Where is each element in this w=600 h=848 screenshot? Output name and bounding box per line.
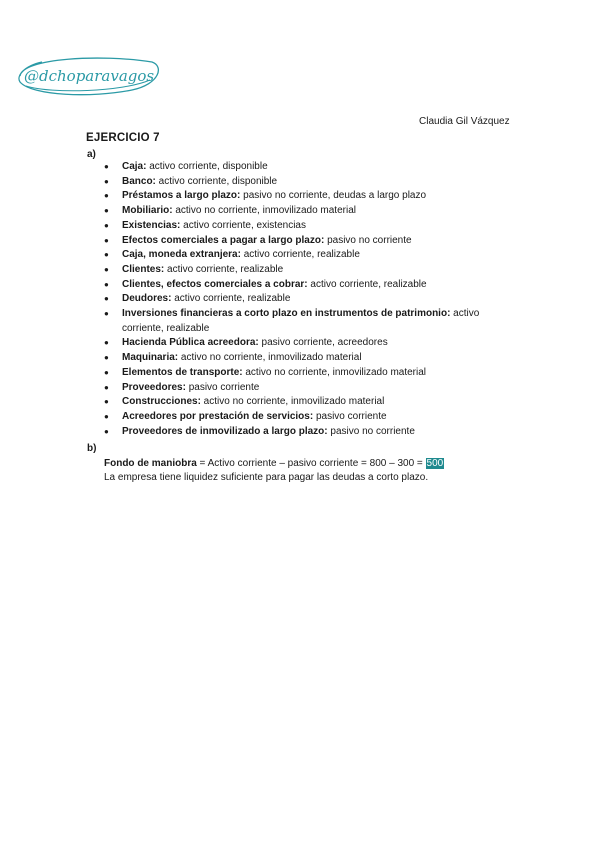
item-term: Acreedores por prestación de servicios: bbox=[122, 410, 314, 422]
item-description: pasivo no corriente, deudas a largo plazo bbox=[240, 190, 427, 202]
item-description: pasivo no corriente bbox=[324, 234, 412, 246]
item-term: Deudores: bbox=[122, 293, 172, 305]
item-description: activo corriente, disponible bbox=[146, 161, 268, 172]
item-term: Elementos de transporte: bbox=[122, 366, 243, 378]
item-term: Préstamos a largo plazo: bbox=[122, 190, 241, 202]
list-item bbox=[104, 175, 504, 190]
list-item bbox=[104, 307, 504, 336]
fondo-de-maniobra-line bbox=[104, 458, 444, 469]
page-title: EJERCICIO 7 bbox=[86, 132, 160, 144]
item-description: activo corriente, disponible bbox=[155, 175, 278, 187]
list-item bbox=[104, 278, 504, 293]
list-item bbox=[104, 292, 504, 307]
section-b-label: b) bbox=[87, 443, 97, 454]
item-description: pasivo corriente, acreedores bbox=[258, 337, 388, 349]
item-description: activo corriente, existencias bbox=[180, 219, 306, 231]
bullet-icon: ● bbox=[104, 294, 109, 304]
fondo-result-highlight: 500 bbox=[426, 458, 444, 469]
bullet-icon: ● bbox=[104, 338, 109, 348]
bullet-icon: ● bbox=[104, 367, 109, 377]
item-term: Clientes, efectos comerciales a cobrar: bbox=[122, 278, 308, 290]
item-term: Construcciones: bbox=[122, 396, 201, 408]
bullet-icon: ● bbox=[104, 264, 109, 274]
item-term: Existencias: bbox=[122, 219, 181, 231]
list-item bbox=[104, 395, 504, 410]
section-a-label: a) bbox=[87, 149, 96, 160]
item-description: activo no corriente, inmovilizado material bbox=[172, 205, 356, 217]
bullet-icon: ● bbox=[104, 176, 109, 186]
bullet-icon: ● bbox=[104, 162, 109, 171]
item-description: activo no corriente, inmovilizado material bbox=[200, 396, 385, 408]
item-term: Mobiliario: bbox=[122, 205, 173, 217]
bullet-icon: ● bbox=[104, 235, 109, 245]
list-item bbox=[104, 381, 504, 396]
item-description: activo corriente, realizable bbox=[240, 249, 360, 261]
item-term: Hacienda Pública acreedora: bbox=[122, 337, 259, 349]
list-item bbox=[104, 351, 504, 366]
bullet-icon: ● bbox=[104, 382, 109, 392]
item-description: activo no corriente, inmovilizado material bbox=[242, 366, 427, 378]
bullet-icon: ● bbox=[104, 411, 109, 421]
item-description: pasivo no corriente bbox=[327, 425, 415, 437]
bullet-icon: ● bbox=[104, 353, 109, 363]
item-description: activo corriente, realizable bbox=[122, 308, 480, 334]
list-item bbox=[104, 336, 504, 351]
list-item bbox=[104, 425, 504, 440]
logo-graphic bbox=[12, 50, 162, 100]
bullet-icon: ● bbox=[104, 191, 109, 201]
item-term: Efectos comerciales a pagar a largo plazo: bbox=[122, 234, 325, 246]
item-description: activo corriente, realizable bbox=[171, 293, 291, 305]
item-description: activo no corriente, inmovilizado material bbox=[178, 352, 362, 364]
bullet-icon: ● bbox=[104, 220, 109, 230]
item-term: Caja, moneda extranjera: bbox=[122, 249, 241, 261]
bullet-icon: ● bbox=[104, 250, 109, 260]
list-item bbox=[104, 248, 504, 263]
list-item bbox=[104, 219, 504, 234]
author-name: Claudia Gil Vázquez bbox=[419, 116, 510, 127]
list-item bbox=[104, 263, 504, 278]
account-list bbox=[104, 160, 504, 439]
list-item bbox=[104, 234, 504, 249]
item-term: Proveedores de inmovilizado a largo plazo: bbox=[122, 425, 328, 437]
item-description: pasivo corriente bbox=[185, 381, 260, 393]
bullet-icon: ● bbox=[104, 279, 109, 289]
bullet-icon: ● bbox=[104, 206, 109, 216]
item-term: Inversiones financieras a corto plazo en instrumentos de patrimonio: bbox=[122, 308, 451, 320]
item-description: pasivo corriente bbox=[313, 410, 387, 422]
list-item bbox=[104, 160, 504, 175]
list-item bbox=[104, 366, 504, 381]
fondo-term: Fondo de maniobra bbox=[104, 458, 197, 469]
list-item bbox=[104, 189, 504, 204]
bullet-icon: ● bbox=[104, 397, 109, 407]
list-item bbox=[104, 204, 504, 219]
item-term: Caja: bbox=[122, 161, 147, 172]
conclusion-text: La empresa tiene liquidez suficiente para pagar las deudas a corto plazo. bbox=[104, 472, 429, 483]
item-term: Clientes: bbox=[122, 263, 165, 275]
logo bbox=[12, 50, 162, 100]
list-item bbox=[104, 410, 504, 425]
item-term: Maquinaria: bbox=[122, 352, 179, 364]
item-term: Banco: bbox=[122, 175, 156, 187]
fondo-formula: = Activo corriente – pasivo corriente = 800 – 300 = bbox=[196, 458, 426, 469]
bullet-icon: ● bbox=[104, 426, 109, 436]
item-description: activo corriente, realizable bbox=[164, 263, 284, 275]
item-term: Proveedores: bbox=[122, 381, 186, 393]
item-description: activo corriente, realizable bbox=[307, 278, 427, 290]
bullet-icon: ● bbox=[104, 309, 109, 319]
logo-text: @dchoparavagos bbox=[24, 67, 155, 85]
